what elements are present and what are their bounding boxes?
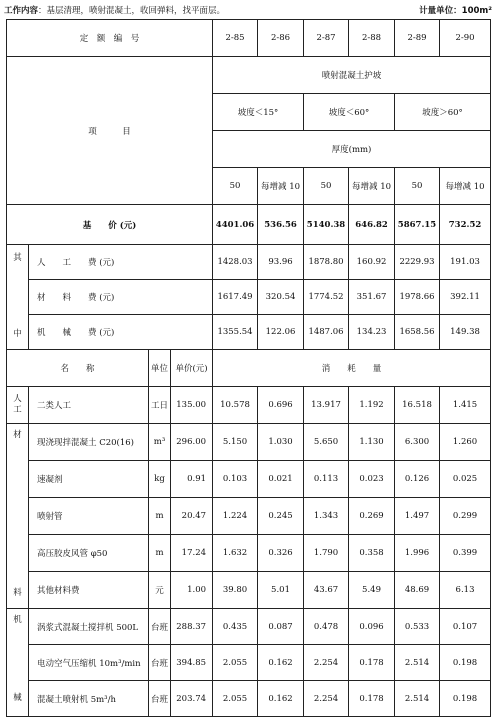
slope-cell: 坡度＜60° <box>304 94 395 131</box>
resource-value: 1.790 <box>304 535 349 572</box>
cost-value: 1428.03 <box>213 245 258 280</box>
resource-value: 1.260 <box>440 424 491 461</box>
resource-value: 2.514 <box>395 681 440 717</box>
resource-value: 1.632 <box>213 535 258 572</box>
item-label: 项 目 <box>7 57 213 205</box>
resource-value: 6.13 <box>440 572 491 609</box>
sub-header: 每增减 10 <box>440 168 491 205</box>
cost-row-labor <box>7 245 491 280</box>
cost-value: 122.06 <box>258 315 304 350</box>
resource-value: 1.224 <box>213 498 258 535</box>
sub-header: 50 <box>213 168 258 205</box>
resource-price: 203.74 <box>171 681 213 717</box>
resource-name: 混凝土喷射机 5m³/h <box>29 681 149 717</box>
resource-row <box>7 387 491 424</box>
price-header: 单价(元) <box>171 350 213 387</box>
work-content <box>4 4 225 16</box>
resource-value: 0.178 <box>349 645 395 681</box>
base-price: 5140.38 <box>304 205 349 245</box>
resource-value: 0.435 <box>213 609 258 645</box>
resource-value: 39.80 <box>213 572 258 609</box>
resource-value: 0.162 <box>258 681 304 717</box>
resource-name: 喷射管 <box>29 498 149 535</box>
cat-char: 人 <box>13 394 22 404</box>
resource-name: 速凝剂 <box>29 461 149 498</box>
resource-row <box>7 609 491 645</box>
category-material <box>7 424 29 609</box>
resource-price: 17.24 <box>171 535 213 572</box>
resource-value: 16.518 <box>395 387 440 424</box>
sub-header: 50 <box>395 168 440 205</box>
cost-row-material <box>7 280 491 315</box>
code-cell: 2-88 <box>349 20 395 57</box>
resource-value: 0.198 <box>440 681 491 717</box>
base-price: 5867.15 <box>395 205 440 245</box>
resource-value: 2.055 <box>213 645 258 681</box>
resource-value: 0.023 <box>349 461 395 498</box>
code-cell: 2-86 <box>258 20 304 57</box>
resource-value: 2.055 <box>213 681 258 717</box>
resource-unit: m <box>149 498 171 535</box>
qi-char: 其 <box>13 253 22 263</box>
resource-value: 48.69 <box>395 572 440 609</box>
resource-name: 高压胶皮风管 φ50 <box>29 535 149 572</box>
resource-value: 5.01 <box>258 572 304 609</box>
resource-value: 5.150 <box>213 424 258 461</box>
resource-name: 电动空气压缩机 10m³/min <box>29 645 149 681</box>
resource-price: 1.00 <box>171 572 213 609</box>
resource-unit: 台班 <box>149 645 171 681</box>
resource-unit: m³ <box>149 424 171 461</box>
unit-label: 计量单位 <box>419 6 454 16</box>
resource-value: 0.113 <box>304 461 349 498</box>
category-labor <box>7 387 29 424</box>
resource-price: 20.47 <box>171 498 213 535</box>
resource-value: 0.178 <box>349 681 395 717</box>
cost-label: 材 料 费 (元) <box>29 280 213 315</box>
code-cell: 2-89 <box>395 20 440 57</box>
resource-unit: kg <box>149 461 171 498</box>
group-title: 喷射混凝土护坡 <box>213 57 491 94</box>
resource-value: 6.300 <box>395 424 440 461</box>
resource-value: 0.162 <box>258 645 304 681</box>
base-price: 646.82 <box>349 205 395 245</box>
code-cell: 2-85 <box>213 20 258 57</box>
resource-value: 0.696 <box>258 387 304 424</box>
cost-value: 1487.06 <box>304 315 349 350</box>
consumption-header-row <box>7 350 491 387</box>
resource-value: 0.299 <box>440 498 491 535</box>
work-content-label: 工作内容 <box>4 6 39 16</box>
name-header: 名 称 <box>7 350 149 387</box>
resource-unit: 台班 <box>149 681 171 717</box>
resource-value: 0.269 <box>349 498 395 535</box>
resource-value: 0.103 <box>213 461 258 498</box>
cost-value: 134.23 <box>349 315 395 350</box>
quota-label: 定 额 编 号 <box>7 20 213 57</box>
resource-value: 0.533 <box>395 609 440 645</box>
resource-unit: 台班 <box>149 609 171 645</box>
cost-label: 人 工 费 (元) <box>29 245 213 280</box>
cost-label: 机 械 费 (元) <box>29 315 213 350</box>
cost-value: 1355.54 <box>213 315 258 350</box>
code-cell: 2-90 <box>440 20 491 57</box>
resource-value: 2.514 <box>395 645 440 681</box>
cost-value: 320.54 <box>258 280 304 315</box>
resource-value: 0.245 <box>258 498 304 535</box>
resource-value: 1.415 <box>440 387 491 424</box>
resource-value: 5.650 <box>304 424 349 461</box>
resource-unit: m <box>149 535 171 572</box>
resource-value: 0.198 <box>440 645 491 681</box>
resource-value: 2.254 <box>304 681 349 717</box>
cost-value: 1978.66 <box>395 280 440 315</box>
sub-header: 每增减 10 <box>349 168 395 205</box>
base-price: 536.56 <box>258 205 304 245</box>
cost-value: 392.11 <box>440 280 491 315</box>
resource-value: 0.358 <box>349 535 395 572</box>
quota-table <box>6 19 491 717</box>
qi-zhong <box>7 245 29 350</box>
slope-cell: 坡度＜15° <box>213 94 304 131</box>
resource-row <box>7 424 491 461</box>
resource-unit: 工日 <box>149 387 171 424</box>
zhong-char: 中 <box>13 329 22 339</box>
resource-row <box>7 461 491 498</box>
base-price-label: 基 价 (元) <box>7 205 213 245</box>
resource-price: 394.85 <box>171 645 213 681</box>
resource-row <box>7 681 491 717</box>
resource-value: 1.497 <box>395 498 440 535</box>
resource-row <box>7 572 491 609</box>
cat-char: 工 <box>13 405 22 415</box>
resource-value: 1.130 <box>349 424 395 461</box>
cat-char: 材 <box>13 430 22 440</box>
work-content-text: ：基层清理，喷射混凝土，收回弹料，找平面层。 <box>38 6 226 16</box>
resource-value: 43.67 <box>304 572 349 609</box>
resource-value: 1.996 <box>395 535 440 572</box>
base-price: 4401.06 <box>213 205 258 245</box>
resource-value: 5.49 <box>349 572 395 609</box>
cost-value: 351.67 <box>349 280 395 315</box>
resource-row <box>7 498 491 535</box>
thickness-label: 厚度(mm) <box>213 131 491 168</box>
unit-value: ：100m² <box>453 6 492 16</box>
page-header <box>4 2 492 18</box>
resource-value: 0.021 <box>258 461 304 498</box>
base-price-row <box>7 205 491 245</box>
group-title-row <box>7 57 491 94</box>
cost-value: 93.96 <box>258 245 304 280</box>
cost-value: 1658.56 <box>395 315 440 350</box>
cost-value: 149.38 <box>440 315 491 350</box>
resource-price: 288.37 <box>171 609 213 645</box>
cost-value: 160.92 <box>349 245 395 280</box>
cost-value: 191.03 <box>440 245 491 280</box>
unit-info <box>419 4 492 16</box>
resource-value: 0.326 <box>258 535 304 572</box>
code-cell: 2-87 <box>304 20 349 57</box>
sub-header: 50 <box>304 168 349 205</box>
cost-row-machine <box>7 315 491 350</box>
resource-value: 0.399 <box>440 535 491 572</box>
resource-name: 涡浆式混凝土搅拌机 500L <box>29 609 149 645</box>
cost-value: 1617.49 <box>213 280 258 315</box>
cat-char: 机 <box>13 615 22 625</box>
resource-value: 0.107 <box>440 609 491 645</box>
resource-value: 1.343 <box>304 498 349 535</box>
resource-value: 0.096 <box>349 609 395 645</box>
base-price: 732.52 <box>440 205 491 245</box>
resource-value: 0.478 <box>304 609 349 645</box>
cost-value: 1774.52 <box>304 280 349 315</box>
resource-row <box>7 645 491 681</box>
resource-price: 296.00 <box>171 424 213 461</box>
cat-char: 料 <box>13 588 22 598</box>
resource-value: 0.025 <box>440 461 491 498</box>
resource-value: 1.192 <box>349 387 395 424</box>
resource-name: 现浇现拌混凝土 C20(16) <box>29 424 149 461</box>
cat-char: 械 <box>13 693 22 703</box>
resource-name: 其他材料费 <box>29 572 149 609</box>
category-machine <box>7 609 29 717</box>
resource-value: 0.126 <box>395 461 440 498</box>
resource-price: 0.91 <box>171 461 213 498</box>
consumption-header: 消 耗 量 <box>213 350 491 387</box>
cost-value: 1878.80 <box>304 245 349 280</box>
resource-value: 0.087 <box>258 609 304 645</box>
unit-header: 单位 <box>149 350 171 387</box>
slope-cell: 坡度＞60° <box>395 94 491 131</box>
resource-row <box>7 535 491 572</box>
resource-value: 10.578 <box>213 387 258 424</box>
resource-value: 2.254 <box>304 645 349 681</box>
resource-value: 1.030 <box>258 424 304 461</box>
sub-header: 每增减 10 <box>258 168 304 205</box>
resource-name: 二类人工 <box>29 387 149 424</box>
resource-value: 13.917 <box>304 387 349 424</box>
resource-price: 135.00 <box>171 387 213 424</box>
resource-unit: 元 <box>149 572 171 609</box>
cost-value: 2229.93 <box>395 245 440 280</box>
code-row <box>7 20 491 57</box>
